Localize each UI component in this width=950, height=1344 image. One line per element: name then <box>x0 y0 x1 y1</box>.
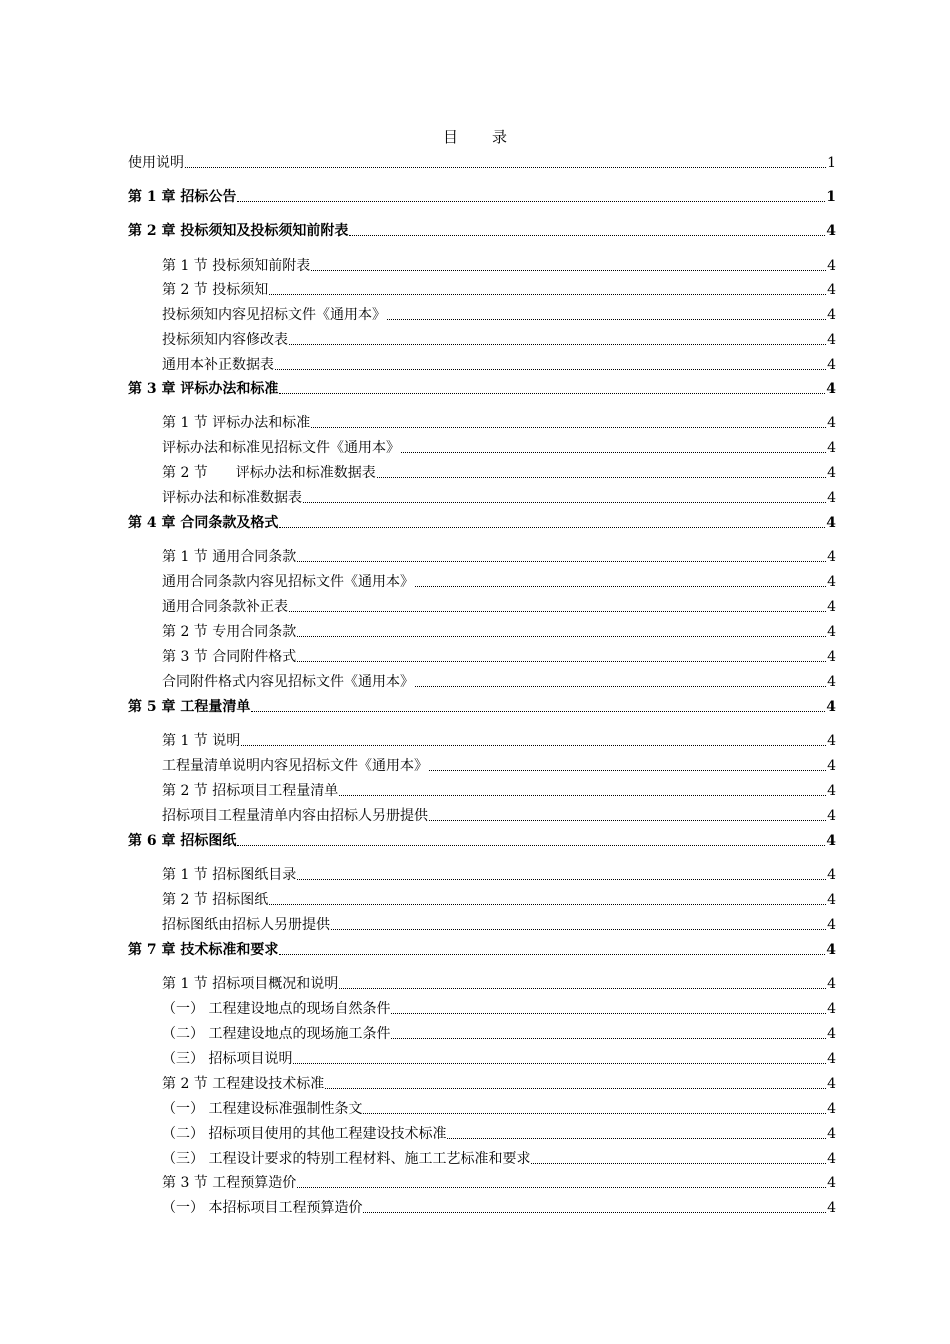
toc-entry-label: 招标图纸由招标人另册提供 <box>162 917 330 933</box>
toc-entry-page-number: 4 <box>826 515 836 531</box>
dot-leader <box>391 1038 826 1039</box>
toc-entry-label: 第 1 节 招标项目概况和说明 <box>162 976 339 992</box>
toc-entry-label: 第 2 节 专用合同条款 <box>162 624 297 640</box>
toc-entry-label: 第 7 章 技术标准和要求 <box>128 942 279 958</box>
toc-entry-page-number: 4 <box>827 976 836 992</box>
toc-entry-page-number: 4 <box>827 1026 836 1042</box>
dot-leader <box>269 294 826 295</box>
dot-leader <box>275 369 826 370</box>
dot-leader <box>279 527 825 528</box>
toc-entry-page-number: 4 <box>827 758 836 774</box>
toc-entry-label: 第 1 节 评标办法和标准 <box>162 415 311 431</box>
toc-entry[interactable] <box>128 830 836 850</box>
toc-entry-label: 投标须知内容见招标文件《通用本》 <box>162 307 386 323</box>
toc-title-char-2: 录 <box>492 128 508 146</box>
toc-entry-label: 第 1 节 投标须知前附表 <box>162 258 311 274</box>
toc-entry-page-number: 4 <box>827 258 836 274</box>
toc-entry-label: 第 2 节 投标须知 <box>162 282 269 298</box>
toc-entry-page-number: 4 <box>827 490 836 506</box>
toc-entry[interactable] <box>162 914 836 934</box>
dot-leader <box>251 711 825 712</box>
toc-entry-label: （二） 招标项目使用的其他工程建设技术标准 <box>162 1126 447 1142</box>
toc-entry[interactable] <box>128 152 836 172</box>
toc-entry-page-number: 4 <box>827 574 836 590</box>
dot-leader <box>297 879 826 880</box>
toc-entry[interactable] <box>128 220 836 240</box>
toc-entry[interactable] <box>162 437 836 457</box>
toc-entry-page-number: 4 <box>827 357 836 373</box>
dot-leader <box>297 636 826 637</box>
toc-entry[interactable] <box>162 1148 836 1168</box>
toc-entry[interactable] <box>162 646 836 666</box>
toc-entry[interactable] <box>162 1197 836 1217</box>
toc-entry-page-number: 4 <box>827 917 836 933</box>
toc-entry-page-number: 4 <box>827 649 836 665</box>
toc-entry-label: 第 2 节 招标图纸 <box>162 892 269 908</box>
toc-entry-page-number: 4 <box>827 465 836 481</box>
toc-entry-label: （一） 工程建设地点的现场自然条件 <box>162 1001 391 1017</box>
dot-leader <box>311 427 826 428</box>
toc-entry-page-number: 4 <box>827 1151 836 1167</box>
toc-title-char-1: 目 <box>442 128 458 146</box>
dot-leader <box>311 270 826 271</box>
dot-leader <box>185 167 826 168</box>
toc-entry-page-number: 4 <box>827 440 836 456</box>
toc-entry-label: 第 2 节 评标办法和标准数据表 <box>162 465 376 481</box>
toc-entry-page-number: 4 <box>827 332 836 348</box>
toc-entry-label: 评标办法和标准数据表 <box>162 490 302 506</box>
toc-entry[interactable] <box>162 279 836 299</box>
toc-entry[interactable] <box>162 864 836 884</box>
toc-entry-label: 评标办法和标准见招标文件《通用本》 <box>162 440 400 456</box>
toc-entry[interactable] <box>162 571 836 591</box>
dot-leader <box>339 795 826 796</box>
toc-entry-page-number: 4 <box>827 282 836 298</box>
dot-leader <box>279 393 825 394</box>
toc-entry[interactable] <box>162 354 836 374</box>
dot-leader <box>349 235 825 236</box>
dot-leader <box>429 770 826 771</box>
dot-leader <box>297 1187 826 1188</box>
toc-entry-page-number: 4 <box>826 381 836 397</box>
toc-entry-label: 第 3 节 合同附件格式 <box>162 649 297 665</box>
toc-entry-label: 通用本补正数据表 <box>162 357 274 373</box>
toc-entry-page-number: 4 <box>827 549 836 565</box>
toc-entry-label: 第 1 节 说明 <box>162 733 241 749</box>
toc-entry[interactable] <box>162 255 836 275</box>
toc-entry-label: 通用合同条款补正表 <box>162 599 288 615</box>
toc-entry[interactable] <box>162 1048 836 1068</box>
toc-entry-label: （二） 工程建设地点的现场施工条件 <box>162 1026 391 1042</box>
toc-entry[interactable] <box>128 378 836 398</box>
toc-entry-label: 第 5 章 工程量清单 <box>128 699 251 715</box>
toc-entry-label: 第 2 节 工程建设技术标准 <box>162 1076 325 1092</box>
dot-leader <box>303 502 826 503</box>
toc-entry[interactable] <box>162 805 836 825</box>
toc-entry-page-number: 4 <box>826 223 836 239</box>
toc-entry-label: 通用合同条款内容见招标文件《通用本》 <box>162 574 414 590</box>
toc-entry[interactable] <box>162 998 836 1018</box>
toc-entry[interactable] <box>162 973 836 993</box>
dot-leader <box>297 661 826 662</box>
toc-entry-label: 第 3 节 工程预算造价 <box>162 1175 297 1191</box>
toc-entry[interactable] <box>162 596 836 616</box>
toc-entry-page-number: 4 <box>826 699 836 715</box>
toc-entry-page-number: 4 <box>827 867 836 883</box>
dot-leader <box>447 1138 826 1139</box>
toc-entry-label: （一） 本招标项目工程预算造价 <box>162 1200 363 1216</box>
toc-entry-page-number: 4 <box>827 307 836 323</box>
toc-entry-page-number: 4 <box>826 833 836 849</box>
toc-entry[interactable] <box>162 1172 836 1192</box>
toc-entry-page-number: 4 <box>827 1101 836 1117</box>
toc-entry-label: 投标须知内容修改表 <box>162 332 288 348</box>
dot-leader <box>331 929 826 930</box>
toc-entry-page-number: 1 <box>826 189 836 205</box>
toc-entry-label: 第 1 节 招标图纸目录 <box>162 867 297 883</box>
toc-entry-label: 第 1 节 通用合同条款 <box>162 549 297 565</box>
toc-entry-label: 第 6 章 招标图纸 <box>128 833 237 849</box>
dot-leader <box>429 820 826 821</box>
toc-entry[interactable] <box>162 1098 836 1118</box>
toc-entry[interactable] <box>128 186 836 206</box>
toc-entry-label: 使用说明 <box>128 155 184 171</box>
toc-entry[interactable] <box>162 889 836 909</box>
dot-leader <box>237 845 825 846</box>
dot-leader <box>415 686 826 687</box>
toc-entry[interactable] <box>162 671 836 691</box>
toc-entry[interactable] <box>162 462 836 482</box>
dot-leader <box>297 561 826 562</box>
toc-entry-page-number: 4 <box>827 624 836 640</box>
toc-entry[interactable] <box>128 696 836 716</box>
toc-entry-page-number: 4 <box>827 1051 836 1067</box>
dot-leader <box>241 745 826 746</box>
toc-entry[interactable] <box>162 546 836 566</box>
toc-entry-label: （三） 工程设计要求的特别工程材料、施工工艺标准和要求 <box>162 1151 531 1167</box>
toc-entry-label: （三） 招标项目说明 <box>162 1051 293 1067</box>
toc-entry-label: 第 2 节 招标项目工程量清单 <box>162 783 339 799</box>
dot-leader <box>279 954 825 955</box>
dot-leader <box>289 344 826 345</box>
dot-leader <box>363 1212 826 1213</box>
toc-entry-page-number: 4 <box>827 783 836 799</box>
dot-leader <box>401 452 826 453</box>
toc-entry-label: 招标项目工程量清单内容由招标人另册提供 <box>162 808 428 824</box>
toc-entry-page-number: 4 <box>826 942 836 958</box>
dot-leader <box>391 1013 826 1014</box>
toc-entry[interactable] <box>162 730 836 750</box>
toc-entry-label: 第 2 章 投标须知及投标须知前附表 <box>128 223 349 239</box>
toc-entry[interactable] <box>128 512 836 532</box>
toc-entry-page-number: 4 <box>827 415 836 431</box>
toc-entry[interactable] <box>162 780 836 800</box>
toc-entry-label: 合同附件格式内容见招标文件《通用本》 <box>162 674 414 690</box>
toc-entry[interactable] <box>162 755 836 775</box>
toc-entry-page-number: 4 <box>827 892 836 908</box>
toc-entry[interactable] <box>162 412 836 432</box>
toc-entry-label: （一） 工程建设标准强制性条文 <box>162 1101 363 1117</box>
toc-entry-label: 第 1 章 招标公告 <box>128 189 237 205</box>
dot-leader <box>339 988 826 989</box>
dot-leader <box>377 477 826 478</box>
toc-entry-page-number: 4 <box>827 808 836 824</box>
toc-entry[interactable] <box>162 329 836 349</box>
dot-leader <box>269 904 826 905</box>
dot-leader <box>531 1163 826 1164</box>
toc-entry-page-number: 4 <box>827 674 836 690</box>
toc-title <box>0 126 950 147</box>
toc-entry-page-number: 4 <box>827 1175 836 1191</box>
toc-entry[interactable] <box>162 1123 836 1143</box>
toc-entry-page-number: 4 <box>827 599 836 615</box>
toc-entry-page-number: 4 <box>827 733 836 749</box>
toc-entry[interactable] <box>162 621 836 641</box>
dot-leader <box>325 1088 826 1089</box>
dot-leader <box>293 1063 826 1064</box>
toc-entry-page-number: 1 <box>827 155 836 171</box>
toc-entry-page-number: 4 <box>827 1076 836 1092</box>
toc-entry-page-number: 4 <box>827 1200 836 1216</box>
dot-leader <box>415 586 826 587</box>
toc-entry-page-number: 4 <box>827 1001 836 1017</box>
toc-entry-page-number: 4 <box>827 1126 836 1142</box>
toc-entry-label: 第 4 章 合同条款及格式 <box>128 515 279 531</box>
toc-entry[interactable] <box>162 1073 836 1093</box>
dot-leader <box>363 1113 826 1114</box>
dot-leader <box>289 611 826 612</box>
toc-entry[interactable] <box>162 487 836 507</box>
dot-leader <box>237 201 825 202</box>
toc-entry-label: 工程量清单说明内容见招标文件《通用本》 <box>162 758 428 774</box>
toc-entry[interactable] <box>128 939 836 959</box>
toc-entry-label: 第 3 章 评标办法和标准 <box>128 381 279 397</box>
toc-entry[interactable] <box>162 304 836 324</box>
dot-leader <box>387 319 826 320</box>
toc-entry[interactable] <box>162 1023 836 1043</box>
